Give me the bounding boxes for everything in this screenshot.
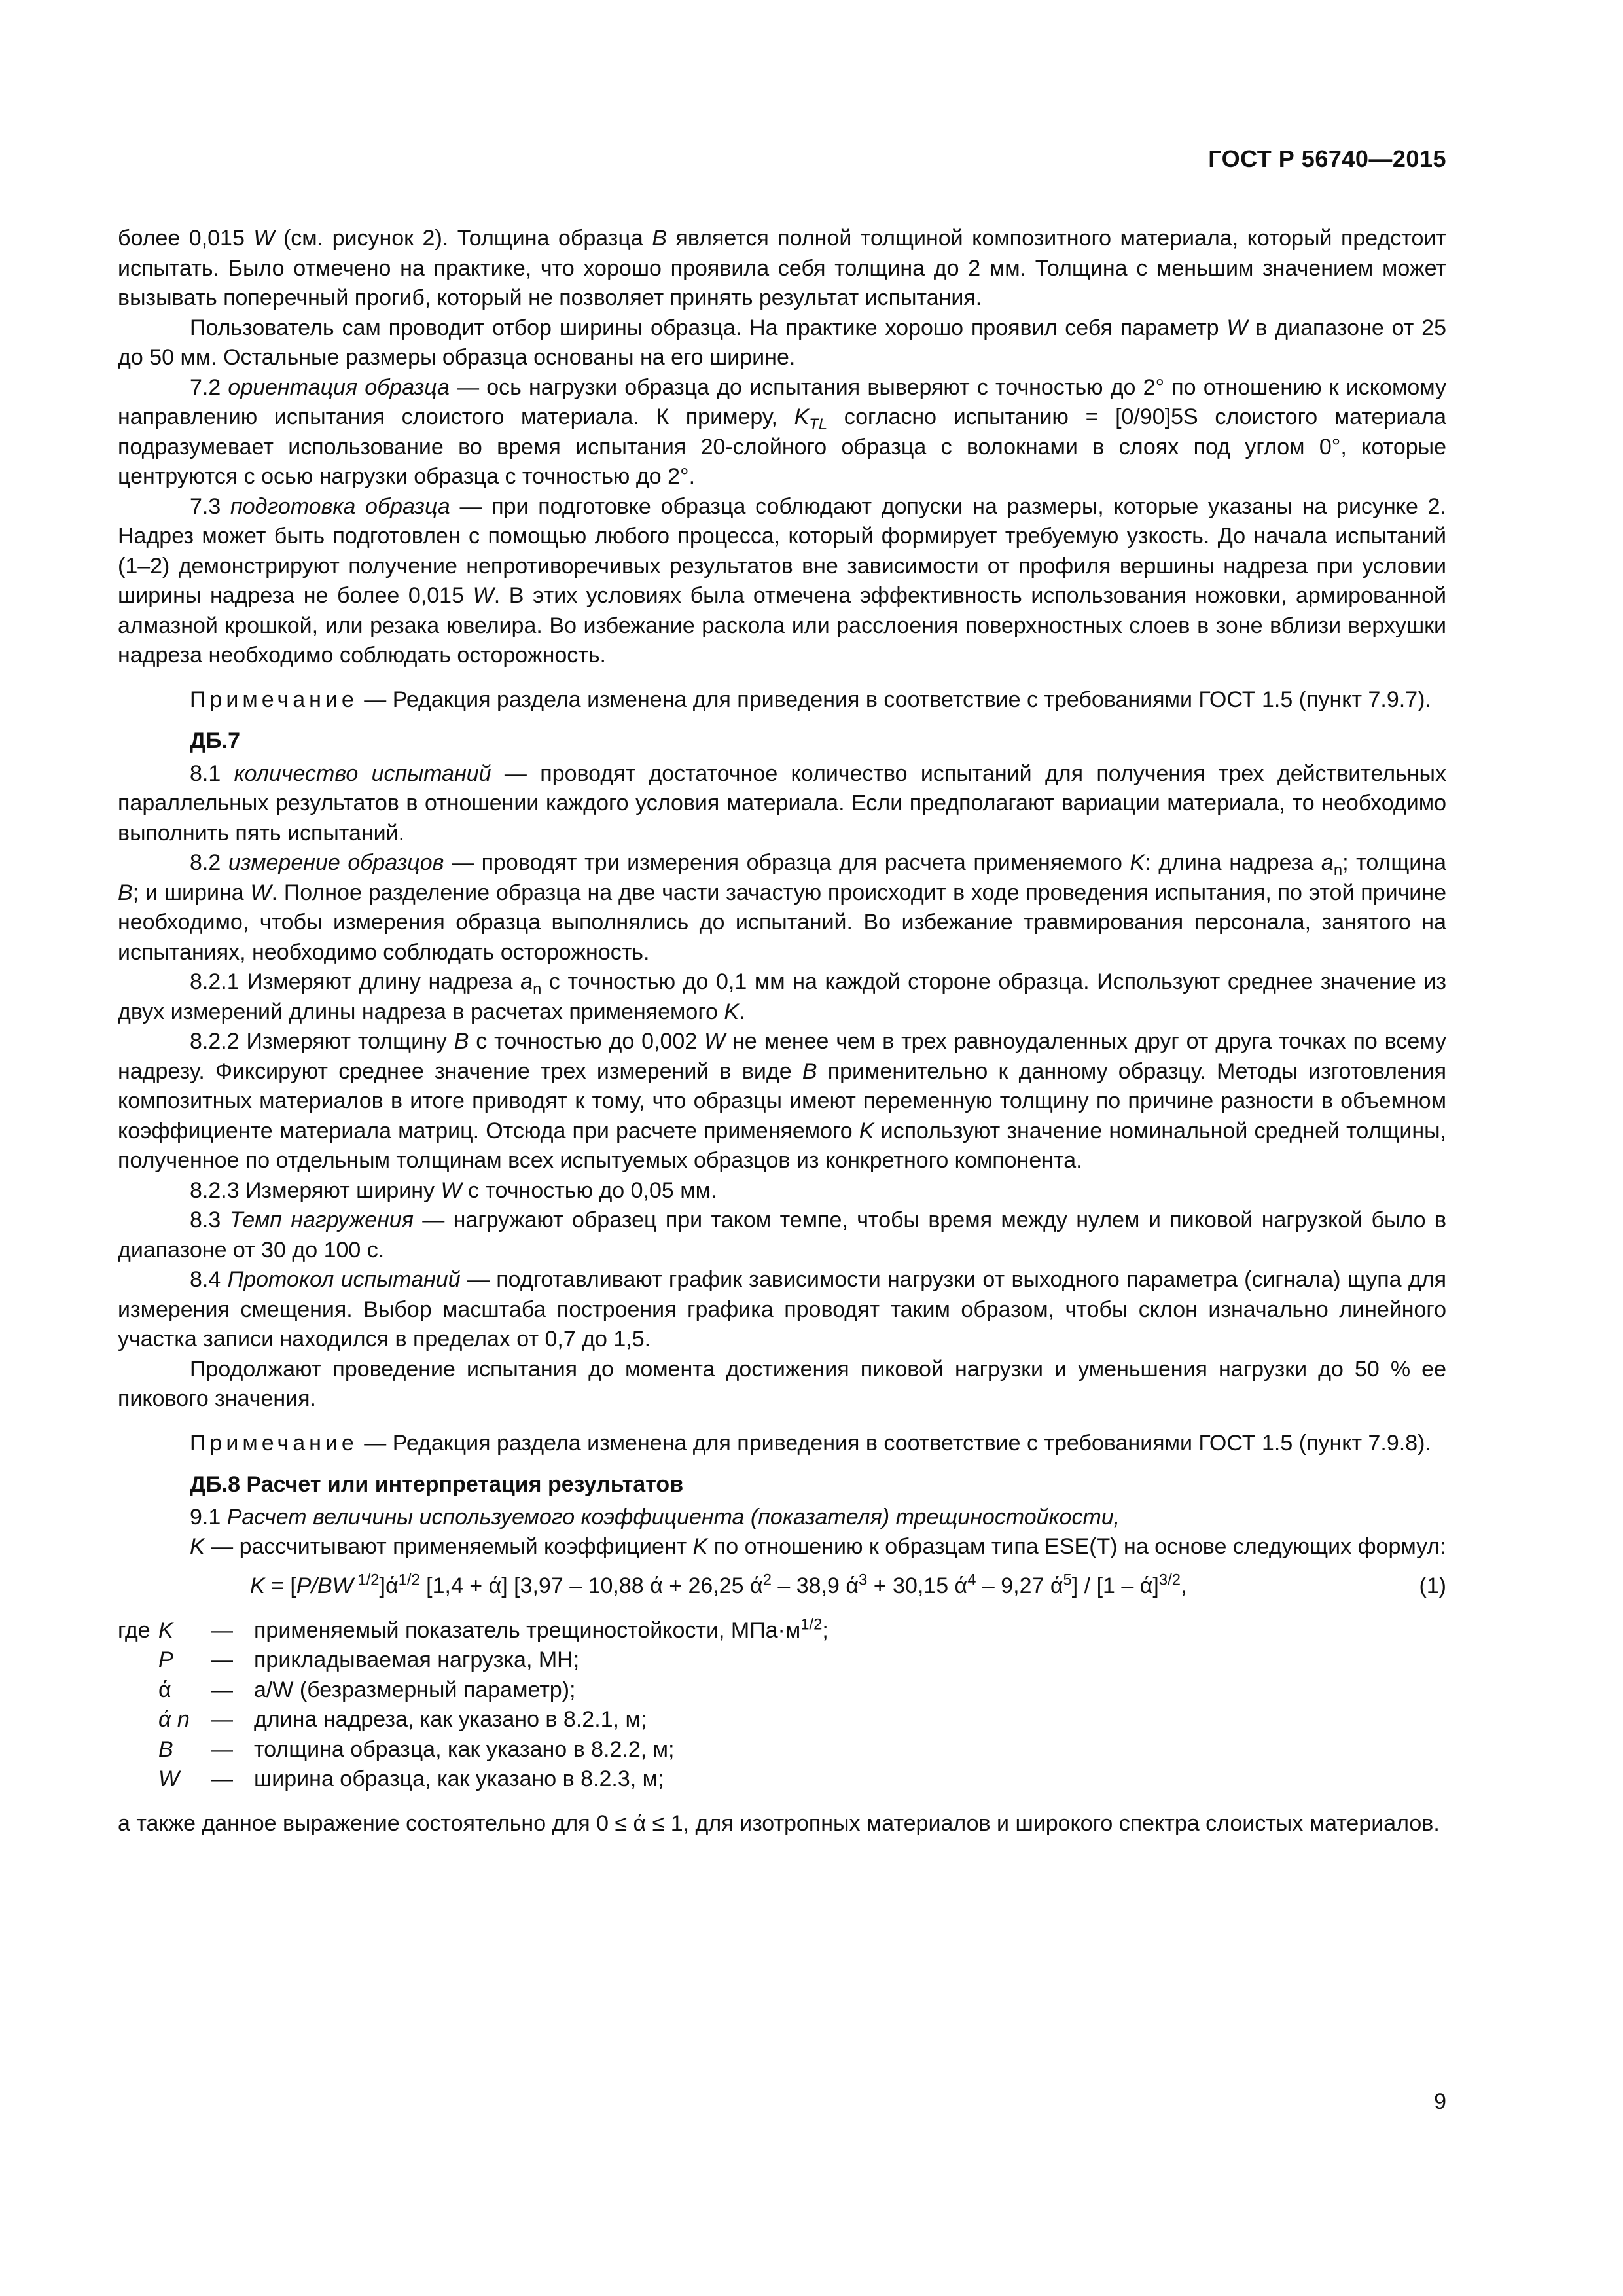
formula-1 [250,1571,1186,1602]
text: с точностью до 0,05 мм. [461,1177,717,1203]
term: ориентация образца [228,374,450,400]
legend-dash: — [211,1617,233,1643]
subscript-tl: TL [809,415,828,433]
legend-dash: — [211,1767,233,1791]
symbol-w: W [473,583,494,608]
symbol-k: K [794,404,810,429]
paragraph-8-2-1 [118,967,1446,1027]
formula-sup: 1/2 [398,1571,420,1589]
clause-number: 8.2 [190,850,228,875]
legend-row [118,1705,829,1735]
formula-part: – 9,27 ά [976,1573,1063,1598]
paragraph-8-2 [118,848,1446,967]
term: Протокол испытаний [227,1267,461,1292]
paragraph-continue-test [118,1355,1446,1414]
paragraph-specimen-thickness [118,224,1446,314]
legend-dash: — [211,1707,233,1732]
paragraph-8-2-3 [118,1176,1446,1206]
term: Расчет величины используемого коэффициента (показателя) трещиностойкости, [226,1504,1120,1530]
paragraph-specimen-width [118,314,1446,373]
formula-pbw: P/BW [296,1573,353,1598]
symbol-w: W [704,1029,726,1054]
legend-description: длина надреза, как указано в 8.2.1, м; [254,1707,647,1732]
legend-symbol: ά [158,1677,171,1702]
clause-number: 7.3 [190,493,231,519]
text: . Полное разделение образца на две части зачастую происходит в ходе проведения испытания, по этой причине необходимо, чтобы измерения образца выполнялись до испытаний. Во избежание травмирования персонала, занятого на испытаниях, необходимо соблюдать осторожность. [118,880,1446,965]
legend-description: толщина образца, как указано в 8.2.2, м; [254,1736,675,1762]
subscript-n: n [1333,861,1343,879]
text: ; и ширина [132,880,251,905]
clause-number: 8.1 [190,761,234,786]
text: применительно к данному образцу. Методы изготовления композитных материалов в итоге приводят к тому, что образцы имеют переменную толщину по причине разности в объемном коэффициенте материала матриц. Отсюда при расчете применяемого [118,1058,1446,1143]
text: — рассчитывают применяемый коэффициент [204,1534,693,1559]
legend-description: прикладываемая нагрузка, МН; [254,1647,580,1672]
legend-row [118,1645,829,1676]
paragraph-9-1 [118,1503,1446,1533]
symbol-k: K [1130,850,1145,875]
legend-symbol: ά n [158,1707,190,1732]
text: по отношению к образцам типа ESE(T) на основе следующих формул: [707,1534,1446,1559]
text: — Редакция раздела изменена для приведения в соответствие с требованиями ГОСТ 1.5 (пункт 7.9.7). [357,687,1431,712]
formula-sup: 4 [967,1571,976,1589]
text: используют значение номинальной средней толщины, полученное по отдельным толщинам всех испытуемых образцов из конкретного компонента. [118,1118,1446,1173]
legend-dash: — [211,1647,233,1672]
symbol-k: K [692,1534,708,1559]
text: ; толщина [1342,850,1446,875]
symbol-a: a [1321,850,1334,875]
paragraph-8-3 [118,1206,1446,1265]
legend-dash: — [211,1677,233,1702]
legend-symbol: W [158,1767,180,1791]
symbol-b: B [454,1029,469,1054]
text: . [739,999,745,1024]
symbol-b: B [652,226,667,251]
formula-part: + 30,15 ά [867,1573,968,1598]
text: более 0,015 [118,226,254,251]
text: — проводят достаточное количество испытаний для получения трех действительных параллельных результатов в отношении каждого условия материала. Если предполагают вариации материала, то необходимо выполнить пять испытаний. [118,761,1446,846]
text: является полной толщиной композитного материала, который предстоит испытать. Было отмечено на практике, что хорошо проявила себя толщина до 2 мм. Толщина с меньшим значением может вызывать поперечный прогиб, который не позволяет принять результат испытания. [118,226,1446,310]
paragraph-7-2 [118,373,1446,492]
text: не менее чем в трех равноудаленных друг от друга точках по всему надрезу. Фиксируют среднее значение трех измерений в виде [118,1029,1446,1084]
legend-row [118,1676,829,1706]
subscript-n: n [533,980,542,998]
symbol-w: W [1226,315,1248,340]
clause-number: 7.2 [190,374,228,400]
section-heading-db8: ДБ.8 Расчет или интерпретация результатов [190,1472,684,1497]
legend-symbol: P [158,1647,173,1672]
legend-dash: — [211,1736,233,1762]
note-label: Примечание [190,687,358,712]
formula-sup: 5 [1063,1571,1072,1589]
text: 8.2.3 Измеряют ширину [190,1177,441,1203]
text: — подготавливают график зависимости нагрузки от выходного параметра (сигнала) щупа для измерения смещения. Выбор масштаба построения графика проводят таким образом, чтобы склон изначально линейного участка записи находился в пределах от 0,7 до 1,5. [118,1267,1446,1352]
document-code-header: ГОСТ Р 56740—2015 [1208,145,1446,172]
symbol-k: K [724,999,740,1024]
formula-row [118,1568,1446,1609]
paragraph-8-1 [118,759,1446,849]
legend-description: a/W (безразмерный параметр); [254,1677,576,1702]
symbol-b: B [802,1058,817,1084]
paragraph-8-4 [118,1265,1446,1355]
paragraph-8-2-2 [118,1027,1446,1176]
text: Пользователь сам проводит отбор ширины образца. На практике хорошо проявил себя параметр [190,315,1227,340]
symbol-w: W [253,226,275,251]
symbol-b: B [118,880,133,905]
symbol-k: K [190,1534,205,1559]
text: — при подготовке образца соблюдают допуски на размеры, которые указаны на рисунке 2. Надрез может быть подготовлен с помощью любого процесса, который формирует требуемую узкость. До начала испытаний (1–2) демонстрируют получение непротиворечивых результатов вне зависимости от профиля вершины надреза при условии ширины надреза не более 0,015 [118,493,1447,608]
symbol-w: W [440,1177,462,1203]
formula-sup: 1/2 [353,1571,380,1589]
legend-description [254,1616,829,1646]
paragraph-validity: а также данное выражение состоятельно для 0 ≤ ά ≤ 1, для изотропных материалов и широкого спектра слоистых материалов. [118,1810,1440,1836]
text: Продолжают проведение испытания до момента достижения пиковой нагрузки и уменьшения нагрузки до 50 % ее пикового значения. [118,1356,1446,1411]
term: Темп нагружения [229,1208,414,1232]
legend-symbol: B [158,1736,173,1762]
legend-sup: 1/2 [800,1615,823,1634]
clause-number: 8.3 [190,1208,230,1232]
text: с точностью до 0,1 мм на каждой стороне образца. Используют среднее значение из двух измерений длины надреза в расчетах применяемого [118,969,1447,1024]
paragraph-7-3 [118,492,1446,671]
text: 8.2.2 Измеряют толщину [190,1029,454,1054]
text: (см. рисунок 2). Толщина образца [274,226,652,251]
text: — Редакция раздела изменена для приведения в соответствие с требованиями ГОСТ 1.5 (пункт 7.9.8). [357,1430,1431,1456]
legend-symbol: K [158,1617,173,1643]
symbol-k: K [859,1118,874,1143]
term: количество испытаний [234,761,491,786]
text: ; [822,1617,829,1643]
legend-where: где [118,1617,151,1643]
formula-part: [1,4 + ά] [3,97 – 10,88 ά + 26,25 ά [419,1573,763,1598]
text: 8.2.1 Измеряют длину надреза [190,969,521,994]
clause-number: 8.4 [190,1267,228,1292]
formula-part: ] / [1 – ά] [1071,1573,1159,1598]
legend-row [118,1616,829,1646]
formula-sup: 2 [762,1571,772,1589]
formula-part: , [1180,1573,1187,1598]
text: — проводят три измерения образца для расчета применяемого [444,850,1130,875]
text: — ось нагрузки образца до испытания выверяют с точностью до 2° по отношению к искомому направлению испытания слоистого материала. К примеру, [118,374,1447,429]
formula-sup: 3 [859,1571,868,1589]
note-1 [118,685,1446,715]
note-label: Примечание [190,1430,358,1456]
text: в диапазоне от 25 до 50 мм. Остальные размеры образца основаны на его ширине. [118,315,1446,370]
text: — нагружают образец при таком темпе, чтобы время между нулем и пиковой нагрузкой было в диапазоне от 30 до 100 с. [118,1208,1447,1263]
formula-lhs: K [250,1573,265,1598]
term: измерение образцов [228,850,444,875]
formula-part: – 38,9 ά [771,1573,859,1598]
text: применяемый показатель трещиностойкости, МПа·м [254,1617,801,1643]
section-heading-db7: ДБ.7 [190,728,241,753]
note-2 [118,1429,1446,1459]
legend-row [118,1735,829,1765]
legend-description: ширина образца, как указано в 8.2.3, м; [254,1767,664,1791]
formula-sup: 3/2 [1158,1571,1181,1589]
formula-part: = [ [264,1573,296,1598]
body-text [118,224,1446,1839]
symbol-w: W [250,880,272,905]
text: . В этих условиях была отмечена эффективность использования ножовки, армированной алмазной крошкой, или резака ювелира. Во избежание раскола или расслоения поверхностных слоев в зоне вблизи верхушки надреза необходимо соблюдать осторожность. [118,583,1446,668]
clause-number: 9.1 [190,1504,227,1530]
symbol-a: a [520,969,533,994]
symbol-legend [118,1616,829,1795]
formula-number: (1) [1419,1573,1446,1598]
legend-row [118,1765,829,1795]
term: подготовка образца [230,493,450,519]
text: : длина надреза [1145,850,1321,875]
text: согласно испытанию = [0/90]5S слоистого материала подразумевает использование во время испытания 20-слойного образца с волокнами в слоях под углом 0°, которые центруются с осью нагрузки образца с точностью до 2°. [118,404,1446,489]
page-number: 9 [1434,2089,1446,2114]
text: с точностью до 0,002 [469,1029,705,1054]
paragraph-k-calculation [118,1532,1446,1562]
formula-part: ]ά [379,1573,399,1598]
